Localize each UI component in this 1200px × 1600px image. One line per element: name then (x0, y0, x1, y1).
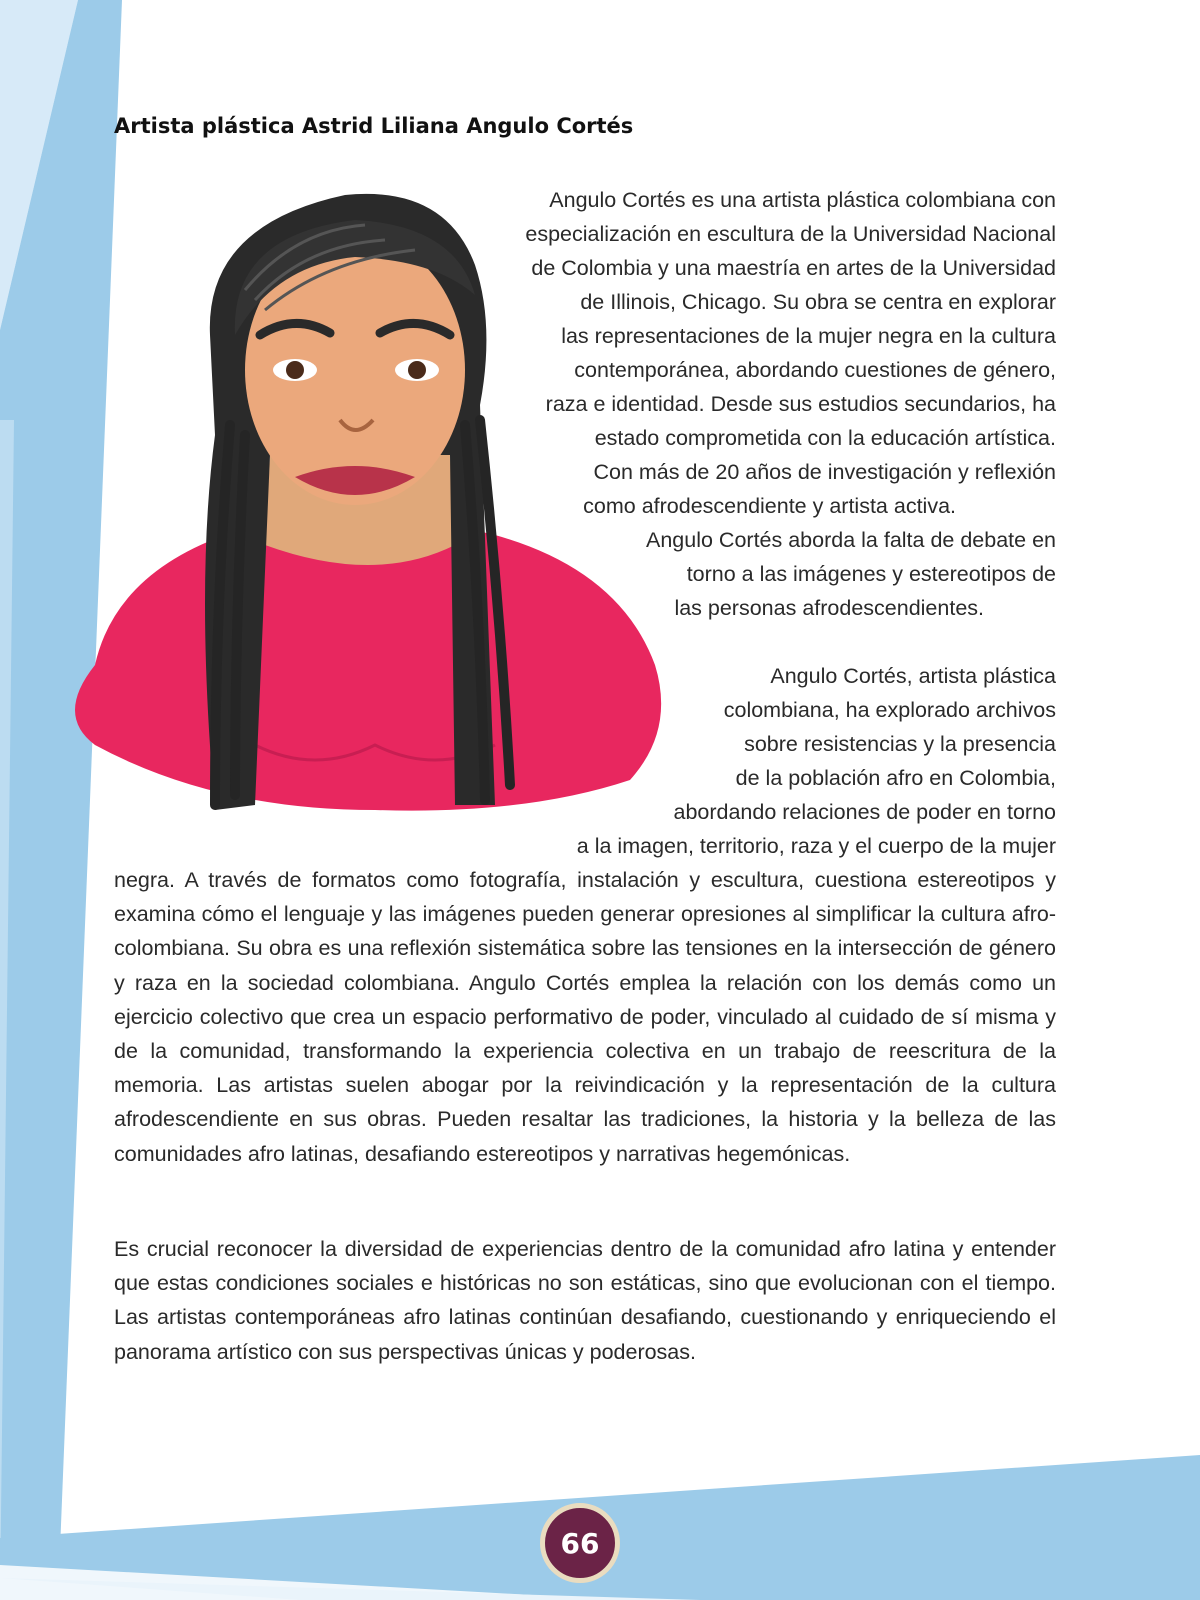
right-iris (408, 361, 426, 379)
wrap-line: Angulo Cortés, artista plástica (770, 664, 1056, 688)
wrap-line: especialización en escultura de la Universidad Nacional (525, 222, 1056, 246)
wrap-line: estado comprometida con la educación artística. (594, 426, 1056, 450)
wrap-line: sobre resistencias y la presencia (744, 732, 1056, 756)
wrap-line: de Illinois, Chicago. Su obra se centra en explorar (580, 290, 1056, 314)
left-iris (286, 361, 304, 379)
wrap-line: Angulo Cortés aborda la falta de debate en (646, 528, 1056, 552)
body-paragraph-final: Es crucial reconocer la diversidad de experiencias dentro de la comunidad afro latina y entender que estas condiciones sociales e históricas no son estáticas, sino que evolucionan con el tiempo. Las artistas contemporáneas afro latinas continúan desafiando, cuestionando y enriqueciendo el panorama artístico con sus perspectivas únicas y poderosas. (114, 1237, 1056, 1364)
wrap-line: a la imagen, territorio, raza y el cuerpo de la mujer (576, 834, 1056, 858)
wrap-line: las representaciones de la mujer negra en la cultura (561, 324, 1056, 348)
wrap-line: como afrodescendiente y artista activa. (583, 494, 956, 518)
wrap-line: torno a las imágenes y estereotipos de (686, 562, 1056, 586)
wrap-line: de Colombia y una maestría en artes de la Universidad (531, 256, 1056, 280)
page-title: Artista plástica Astrid Liliana Angulo Cortés (114, 114, 634, 138)
wrap-line: las personas afrodescendientes. (674, 596, 984, 620)
wrap-line: Angulo Cortés es una artista plástica colombiana con (549, 188, 1056, 212)
wrap-line: contemporánea, abordando cuestiones de género, (574, 358, 1056, 382)
wrap-line: abordando relaciones de poder en torno (673, 800, 1056, 824)
wrap-line: raza e identidad. Desde sus estudios secundarios, ha (545, 392, 1056, 416)
wrap-line: colombiana, ha explorado archivos (723, 698, 1056, 722)
body-paragraph-continued: negra. A través de formatos como fotografía, instalación y escultura, cuestiona estereotipos y examina cómo el lenguaje y las imágenes pueden generar opresiones al simplificar la cultura afro-colombiana. Su obra es una reflexión sistemática sobre las tensiones en la intersección de género y raza en la sociedad colombiana. Angulo Cortés emplea la relación con los demás como un ejercicio colectivo que crea un espacio performativo de poder, vinculado al cuidado de sí misma y de la comunidad, transformando la experiencia colectiva en un trabajo de reescritura de la memoria. Las artistas suelen abogar por la reivindicación y la representación de la cultura afrodescendiente en sus obras. Pueden resaltar las tradiciones, la historia y la belleza de las comunidades afro latinas, desafiando estereotipos y narrativas hegemónicas. (114, 868, 1056, 1166)
wrap-line: de la población afro en Colombia, (735, 766, 1056, 790)
wrap-line: Con más de 20 años de investigación y reflexión (593, 460, 1056, 484)
page-number-badge: 66 (540, 1503, 620, 1583)
